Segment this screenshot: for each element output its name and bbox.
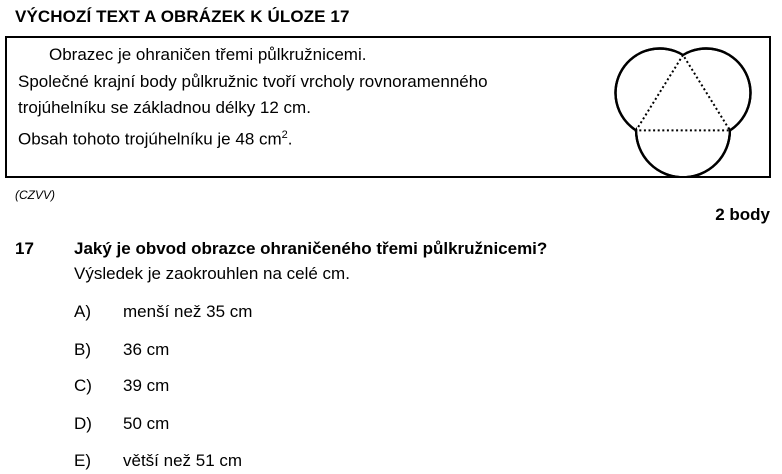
intro-line-4 <box>18 122 578 153</box>
bottom-semicircle-arc <box>636 130 730 176</box>
semicircle-figure <box>613 46 753 176</box>
intro-line-1: Obrazec je ohraničen třemi půlkružnicemi. <box>49 45 367 64</box>
question-number: 17 <box>15 239 34 258</box>
question-text: Jaký je obvod obrazce ohraničeného třemi půlkružnicemi? <box>74 239 548 258</box>
option-letter: B) <box>74 340 91 359</box>
intro-box <box>5 36 771 178</box>
intro-line-3: trojúhelníku se základnou délky 12 cm. <box>18 98 311 117</box>
option-letter: A) <box>74 302 91 321</box>
option-text: 50 cm <box>123 414 170 433</box>
option-letter: D) <box>74 414 92 433</box>
option-text: větší než 51 cm <box>123 451 243 470</box>
intro-line-4-text: Obsah tohoto trojúhelníku je 48 cm <box>18 129 282 149</box>
option-text: 39 cm <box>123 376 170 395</box>
unit-exponent: 2 <box>281 128 288 141</box>
option-text: 36 cm <box>123 340 170 359</box>
option-letter: C) <box>74 376 92 395</box>
question-subtext: Výsledek je zaokrouhlen na celé cm. <box>74 264 350 283</box>
intro-line-4-end: . <box>287 129 293 149</box>
triangle-interior <box>637 52 729 134</box>
bottom-semicircle <box>636 130 730 176</box>
option-text: menší než 35 cm <box>123 302 253 321</box>
intro-text <box>18 42 578 153</box>
points-label: 2 body <box>715 205 770 224</box>
section-heading: VÝCHOZÍ TEXT A OBRÁZEK K ÚLOZE 17 <box>15 7 350 26</box>
intro-line-2: Společné krajní body půlkružnic tvoří vrcholy rovnoramenného <box>18 71 488 91</box>
option-letter: E) <box>74 451 91 470</box>
source-label: (CZVV) <box>15 188 55 202</box>
